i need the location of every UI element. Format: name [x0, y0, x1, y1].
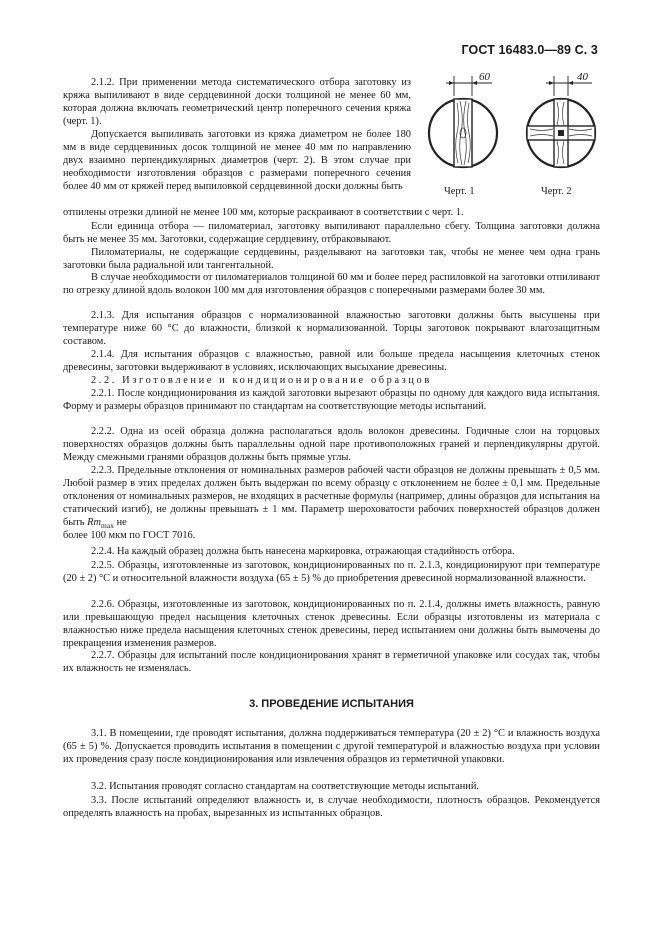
- paragraph-2-1-4: 2.1.4. Для испытания образцов с влажностью, равной или больше предела насыщения клеточных стенок древесины, заготовки выдерживают в условиях, исключающих высыхание древесины.: [63, 349, 600, 373]
- roughness-parameter: Rm: [87, 517, 102, 528]
- paragraph-2-1-3: 2.1.3. Для испытания образцов с нормализованной влажностью заготовки должны быть высушены при температуре ниже 60 °С до влажности, близкой к нормализованной. Торцы заготовок покрывают влагозащитным составом.: [63, 310, 600, 347]
- paragraph-2-2-7: 2.2.7. Образцы для испытаний после кондиционирования хранят в герметичной упаковке или сосудах так, чтобы их влажность не изменялась.: [63, 650, 600, 674]
- paragraph-2-2-5: 2.2.5. Образцы, изготовленные из заготовок, кондиционированных по п. 2.1.3, кондиционируют при температуре (20 ± 2) °С и относительной влажности воздуха (65 ± 5) % до приобретения древесиной нормализованной влажности.: [63, 560, 600, 584]
- section-3-title: 3. ПРОВЕДЕНИЕ ИСПЫТАНИЯ: [249, 698, 414, 710]
- paragraph-2-2-3-not: не: [116, 517, 127, 528]
- paragraph-3-1: 3.1. В помещении, где проводят испытания, должна поддерживаться температура (20 ± 2) °С и влажность воздуха (65 ± 5) %. Допускается проводить испытания в помещении с другой температурой и влажностью воздуха при условии их проведения сразу после кондиционирования или извлечения образцов из герметичной упаковки.: [63, 728, 600, 765]
- paragraph-3-3: 3.3. После испытаний определяют влажность и, в случае необходимости, плотность образцов. Рекомендуется определять влажность на пробах, вырезанных из испытанных образцов.: [63, 795, 600, 819]
- paragraph-2-1-2: 2.1.2. При применении метода систематического отбора заготовку из кряжа выпиливают в виде сердцевинной доски толщиной не менее 60 мм, которая должна включать геометрический центр поперечного сечения кряжа (черт. 1).: [63, 77, 411, 127]
- paragraph-2-1-2-no-pith: Пиломатериалы, не содержащие сердцевины, разделывают на заготовки так, чтобы не менее чем одна грань заготовки была радиальной или тангентальной.: [63, 247, 600, 271]
- paragraph-2-2-3-text: 2.2.3. Предельные отклонения от номинальных размеров рабочей части образцов не должны превышать ± 0,5 мм. Любой размер в этих пределах должен быть выдержан по всему образцу с отклонением не более ± 0,1 мм. Предельные отклонения от номинальных размеров, не входящих в расчетные формулы (например, длины образцов для испытания на статический изгиб), не должны превышать ± 1 мм. Параметр шероховатости рабочих поверхностей образцов должен быть: [63, 465, 600, 528]
- figure-1-dimension: 60: [479, 71, 490, 83]
- figure-1-drawing: [422, 70, 507, 180]
- paragraph-2-2-2: 2.2.2. Одна из осей образца должна располагаться вдоль волокон древесины. Годичные слои на торцовых поверхностях образцов должны быть параллельны одной паре противоположных граней и перпендикулярны другой. Между смежными гранями образцов должны быть прямые углы.: [63, 426, 600, 463]
- paragraph-2-2-4: 2.2.4. На каждый образец должна быть нанесена маркировка, отражающая стадийность отбора.: [91, 546, 515, 557]
- figure-2-drawing: [520, 70, 605, 180]
- figure-2-dimension: 40: [577, 71, 588, 83]
- paragraph-2-1-2-cont: Допускается выпиливать заготовки из кряжа диаметром не более 180 мм в виде сердцевинных досок толщиной не менее 40 мм по направлению двух взаимно перпендикулярных диаметров (черт. 2). В этом случае при необходимости изготовления образцов с размерами поперечного сечения более 40 мм от кряжей перед выпиловкой сердцевинной доски должны быть: [63, 129, 411, 192]
- paragraph-2-1-2-end: отпилены отрезки длиной не менее 100 мм, которые раскраивают в соответствии с черт. 1.: [63, 207, 464, 218]
- paragraph-2-2-1: 2.2.1. После кондиционирования из каждой заготовки вырезают образцы по одному для каждого вида испытания. Форму и размеры образцов принимают по стандартам на соответствующие методы испытаний.: [63, 388, 600, 412]
- roughness-parameter-subscript: max: [101, 521, 114, 531]
- page-header: ГОСТ 16483.0—89 С. 3: [461, 43, 598, 57]
- subsection-2-2-title: 2.2. Изготовление и кондиционирование образцов: [91, 375, 432, 386]
- figure-2-caption: Черт. 2: [541, 186, 572, 197]
- paragraph-2-2-6: 2.2.6. Образцы, изготовленные из заготовок, кондиционированных по п. 2.1.4, должны иметь влажность, равную или превышающую предел насыщения клеточных стенок древесины. Если образцы изготовлены из материала с влажностью ниже предела насыщения клеточных стенок древесины, перед испытанием они должны быть вымочены до прекращения изменения размеров.: [63, 599, 600, 649]
- paragraph-3-2: 3.2. Испытания проводят согласно стандартам на соответствующие методы испытаний.: [91, 781, 480, 792]
- paragraph-2-2-3-end: более 100 мкм по ГОСТ 7016.: [63, 530, 196, 541]
- figure-1-caption: Черт. 1: [444, 186, 475, 197]
- paragraph-2-1-2-lumber: Если единица отбора — пиломатериал, заготовку выпиливают параллельно сбегу. Толщина заготовки должна быть не менее 35 мм. Заготовки, содержащие сердцевину, отбраковывают.: [63, 221, 600, 245]
- paragraph-2-2-3: [63, 464, 600, 532]
- paragraph-2-1-2-thick-lumber: В случае необходимости от пиломатериалов толщиной 60 мм и более перед распиловкой на заготовки отпиливают по отрезку длиной вдоль волокон 100 мм для изготовления образцов с поперечными размерами более 30 мм.: [63, 272, 600, 296]
